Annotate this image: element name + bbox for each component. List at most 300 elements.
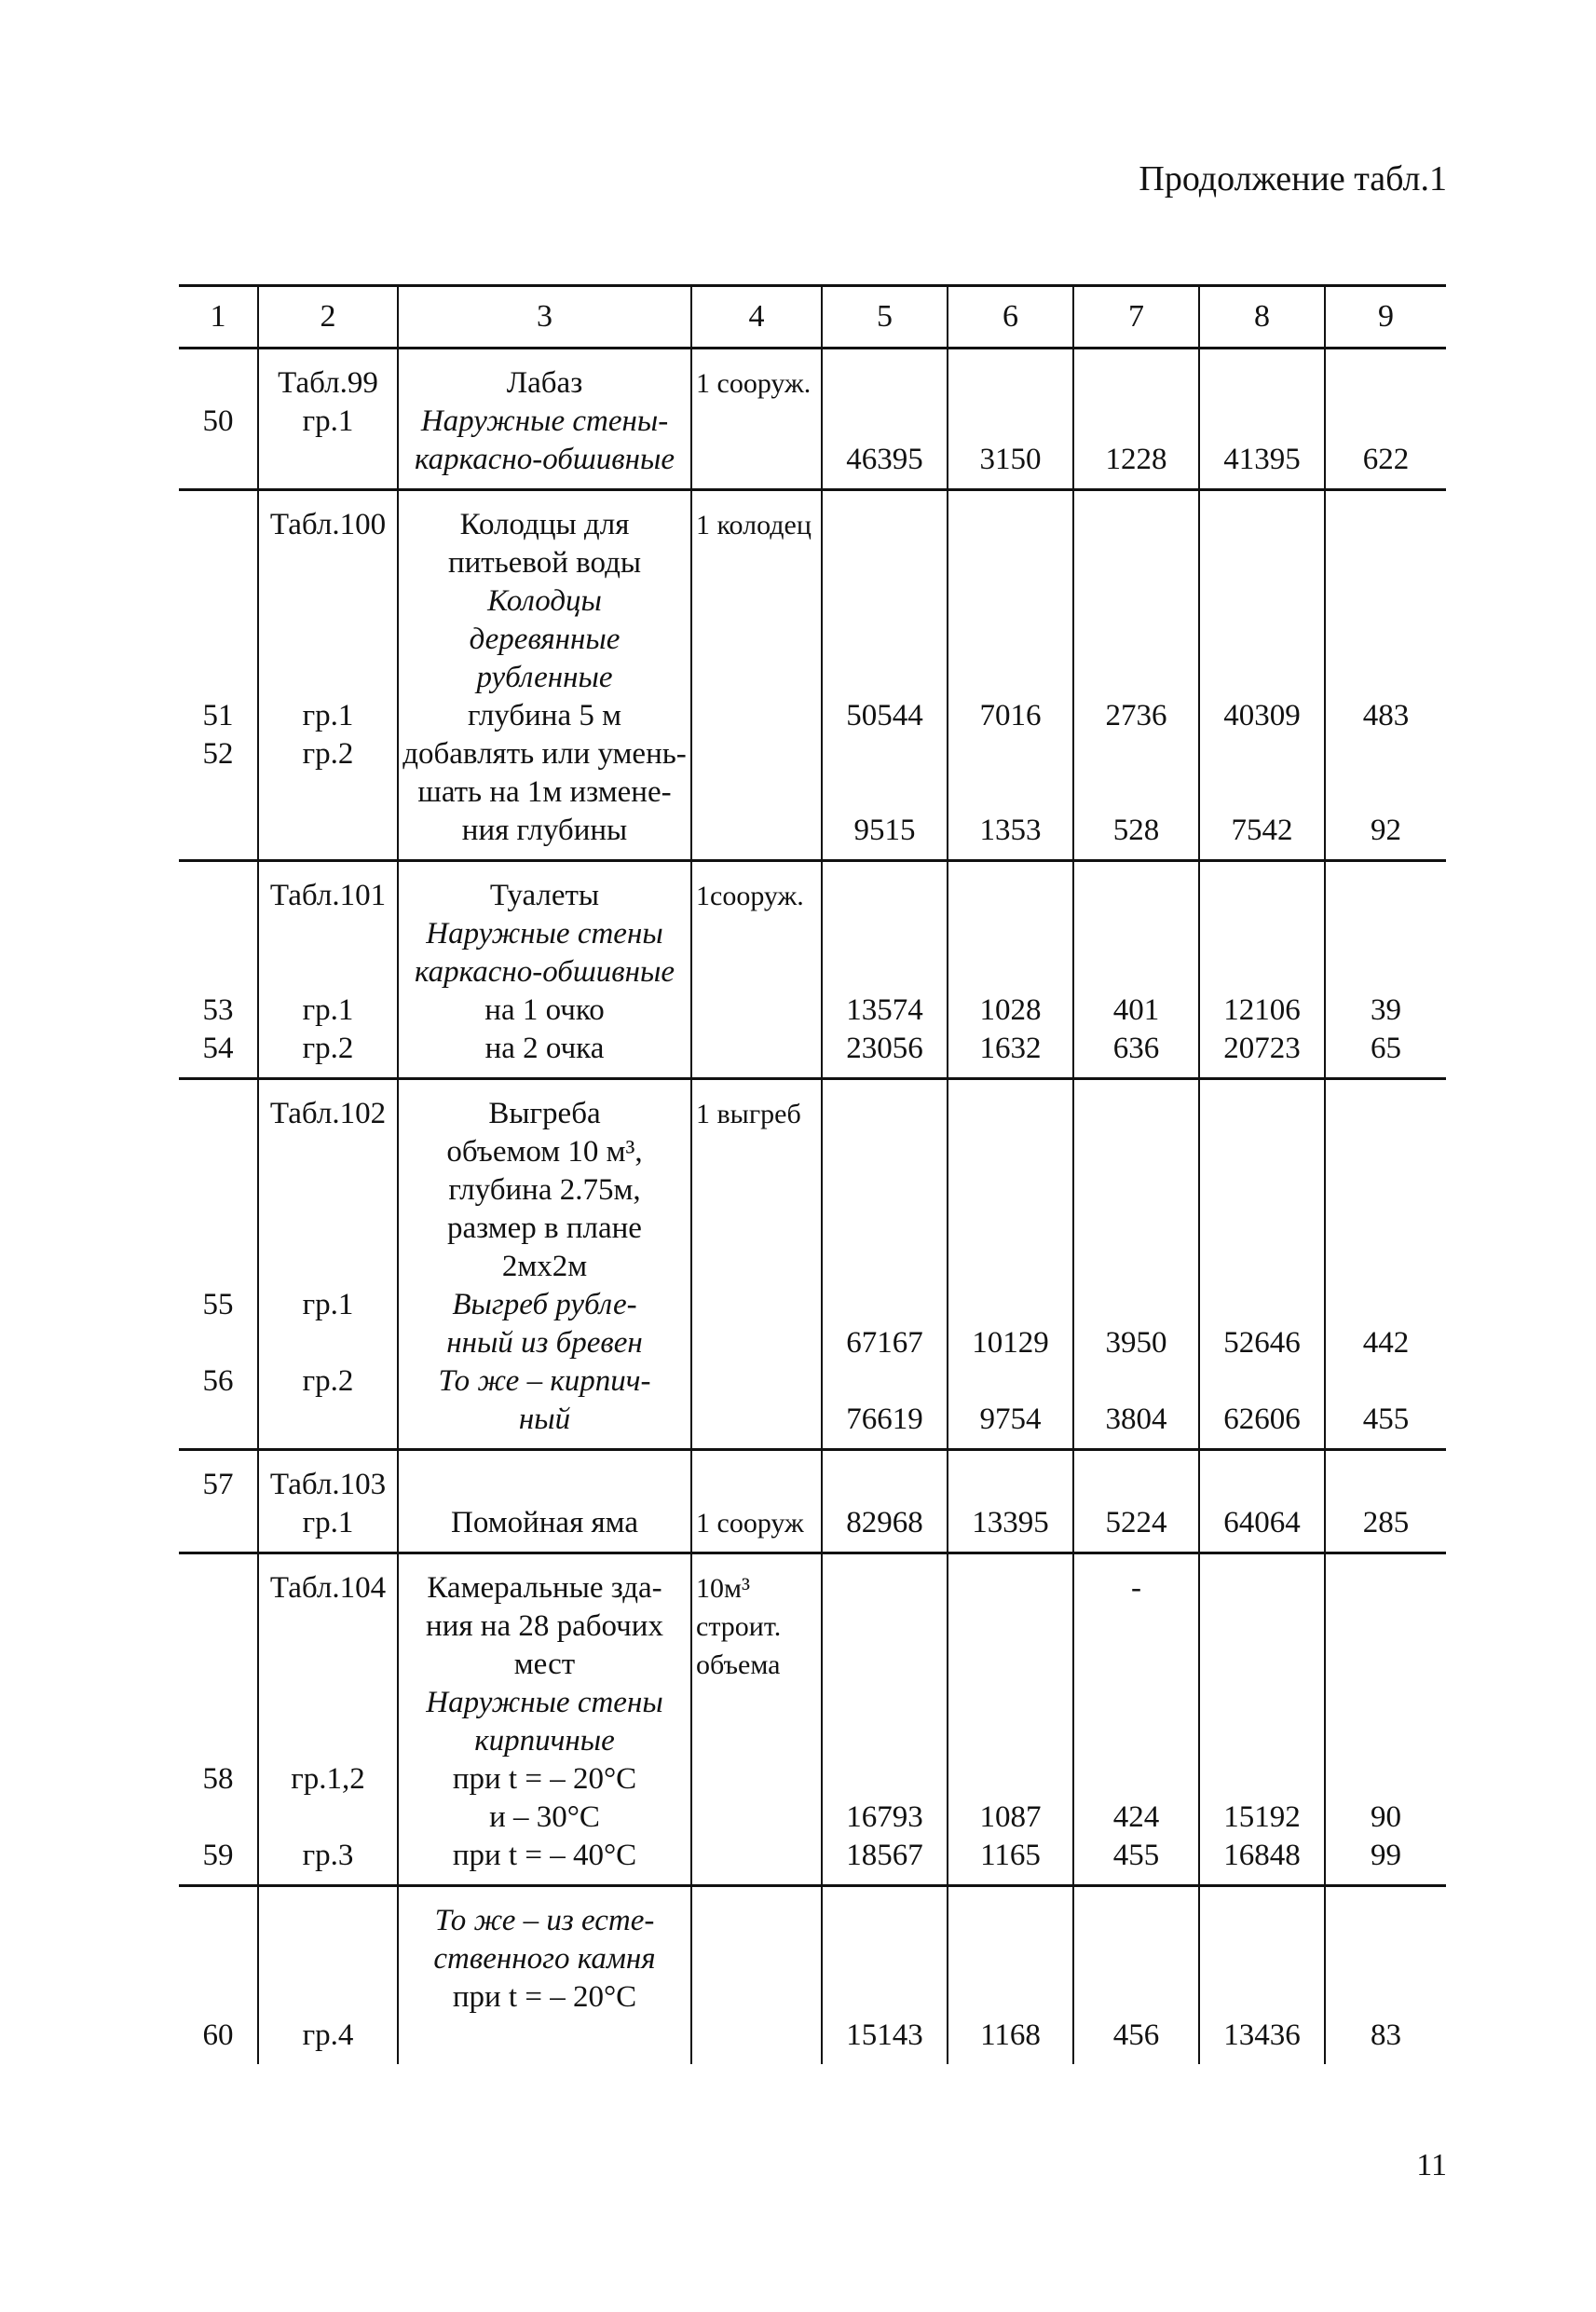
cell-line: и – 30°C bbox=[489, 1800, 600, 1834]
cell-line: 40309 bbox=[1223, 699, 1301, 732]
table-cell-col6 bbox=[948, 861, 1073, 1079]
table-cell-col2 bbox=[258, 490, 398, 861]
cell-line: 64064 bbox=[1223, 1506, 1301, 1539]
cell-line bbox=[826, 1466, 943, 1504]
cell-line bbox=[1078, 659, 1194, 697]
cell-line bbox=[826, 953, 943, 992]
cell-line bbox=[183, 1133, 253, 1171]
cell-line bbox=[826, 735, 943, 773]
cell-line: 13436 bbox=[1223, 2018, 1301, 2052]
cell-line bbox=[1330, 1095, 1442, 1133]
cell-line bbox=[1330, 1684, 1442, 1722]
cell-line bbox=[952, 877, 1069, 915]
cell-line bbox=[1204, 544, 1320, 582]
cell-line: - bbox=[1131, 1571, 1141, 1605]
cell-line: 285 bbox=[1362, 1506, 1410, 1539]
cell-line bbox=[1330, 773, 1442, 812]
cell-line: 82968 bbox=[846, 1506, 923, 1539]
cell-line: объемом 10 м³, bbox=[446, 1135, 643, 1169]
cell-line bbox=[1330, 1248, 1442, 1286]
cell-line bbox=[826, 1902, 943, 1940]
table-cell-col2 bbox=[258, 1886, 398, 2065]
cell-line bbox=[263, 544, 393, 582]
cell-line bbox=[263, 1171, 393, 1210]
cell-line: 60 bbox=[202, 2018, 234, 2052]
cell-line: Колодцы для bbox=[459, 508, 630, 541]
cell-line: глубина 5 м bbox=[467, 699, 622, 732]
cell-line bbox=[952, 1210, 1069, 1248]
cell-line bbox=[263, 621, 393, 659]
column-header-9: 9 bbox=[1325, 286, 1446, 349]
table-cell-col5 bbox=[822, 861, 948, 1079]
cell-line: Выгреба bbox=[488, 1097, 601, 1130]
cell-line bbox=[696, 1286, 817, 1324]
cell-line: 15143 bbox=[846, 2018, 923, 2052]
cell-line bbox=[263, 441, 393, 479]
cell-line bbox=[1330, 1978, 1442, 2017]
cell-line bbox=[952, 544, 1069, 582]
table-cell-col8 bbox=[1199, 1886, 1325, 2065]
cell-line: 1 сооруж. bbox=[696, 368, 812, 399]
table-cell-col3 bbox=[398, 1079, 691, 1450]
cell-line bbox=[952, 1940, 1069, 1978]
cell-line bbox=[696, 1030, 817, 1068]
cell-line bbox=[952, 659, 1069, 697]
cell-line bbox=[183, 1171, 253, 1210]
table-cell-col9 bbox=[1325, 861, 1446, 1079]
cell-line: размер в плане bbox=[447, 1211, 642, 1245]
cell-line: 92 bbox=[1371, 814, 1401, 847]
cell-line: 1 выгреб bbox=[696, 1099, 801, 1129]
cell-line bbox=[696, 441, 817, 479]
cell-line bbox=[1204, 877, 1320, 915]
cell-line: гр.1 bbox=[302, 1506, 354, 1539]
cell-line bbox=[1204, 1133, 1320, 1171]
cell-line bbox=[1078, 364, 1194, 403]
cell-line: 16848 bbox=[1223, 1839, 1301, 1872]
cell-line bbox=[1078, 1940, 1194, 1978]
cell-line bbox=[1330, 1171, 1442, 1210]
cell-line bbox=[1330, 915, 1442, 953]
cell-line bbox=[952, 1286, 1069, 1324]
table-cell-col1 bbox=[179, 349, 258, 490]
cell-line: гр.1 bbox=[302, 404, 354, 438]
table-cell-col4 bbox=[691, 349, 822, 490]
cell-line bbox=[263, 1684, 393, 1722]
cell-line bbox=[183, 506, 253, 544]
cell-line bbox=[1330, 1722, 1442, 1760]
cell-line bbox=[1330, 953, 1442, 992]
cell-line bbox=[183, 1095, 253, 1133]
table-cell-col1 bbox=[179, 1886, 258, 2065]
cell-line bbox=[263, 812, 393, 850]
cell-line bbox=[826, 1978, 943, 2017]
cell-line bbox=[1078, 582, 1194, 621]
cell-line bbox=[1078, 544, 1194, 582]
cell-line bbox=[826, 1940, 943, 1978]
table-cell-col7 bbox=[1073, 1886, 1199, 2065]
cell-line: 58 bbox=[202, 1762, 234, 1796]
cell-line bbox=[263, 1978, 393, 2017]
cell-line bbox=[263, 1799, 393, 1837]
table-cell-col9 bbox=[1325, 349, 1446, 490]
table-cell-col7 bbox=[1073, 861, 1199, 1079]
cell-line: 90 bbox=[1371, 1800, 1401, 1834]
cell-line: 23056 bbox=[846, 1032, 923, 1065]
table-cell-col1 bbox=[179, 1079, 258, 1450]
cell-line: Выгреб рубле- bbox=[452, 1288, 637, 1321]
cell-line bbox=[183, 1401, 253, 1439]
cell-line bbox=[183, 364, 253, 403]
cell-line: 9754 bbox=[979, 1402, 1042, 1436]
cell-line bbox=[263, 1940, 393, 1978]
cell-line bbox=[952, 1569, 1069, 1607]
cell-line: 424 bbox=[1112, 1800, 1160, 1834]
cell-line bbox=[1330, 1362, 1442, 1401]
cell-line bbox=[826, 621, 943, 659]
cell-line: 57 bbox=[202, 1468, 234, 1501]
cell-line bbox=[402, 1466, 687, 1504]
cell-line: 20723 bbox=[1223, 1032, 1301, 1065]
table-cell-col9 bbox=[1325, 1079, 1446, 1450]
cell-line: 13574 bbox=[846, 993, 923, 1027]
cell-line: 442 bbox=[1362, 1326, 1410, 1360]
cell-line: 50 bbox=[202, 404, 234, 438]
cell-line bbox=[1330, 1466, 1442, 1504]
cell-line bbox=[1204, 1607, 1320, 1646]
cell-line: ственного камня bbox=[433, 1942, 656, 1976]
cell-line bbox=[1330, 1210, 1442, 1248]
cell-line bbox=[1204, 1286, 1320, 1324]
cell-line bbox=[696, 1466, 817, 1504]
cell-line: добавлять или умень- bbox=[402, 737, 687, 771]
cell-line bbox=[1204, 506, 1320, 544]
cell-line bbox=[696, 659, 817, 697]
cell-line: при t = – 20°C bbox=[452, 1762, 637, 1796]
cell-line bbox=[826, 915, 943, 953]
table-row bbox=[179, 1553, 1446, 1886]
cell-line bbox=[826, 1171, 943, 1210]
cell-line bbox=[696, 1978, 817, 2017]
cell-line bbox=[1078, 1760, 1194, 1799]
cell-line bbox=[952, 1466, 1069, 1504]
cell-line bbox=[1204, 1978, 1320, 2017]
cell-line bbox=[1204, 1902, 1320, 1940]
cell-line bbox=[696, 621, 817, 659]
data-table bbox=[179, 284, 1446, 2064]
cell-line bbox=[183, 659, 253, 697]
cell-line bbox=[826, 1133, 943, 1171]
table-cell-col3 bbox=[398, 490, 691, 861]
cell-line: 1 сооруж bbox=[696, 1508, 804, 1539]
cell-line: Табл.103 bbox=[269, 1468, 387, 1501]
cell-line: 622 bbox=[1362, 443, 1410, 476]
cell-line bbox=[826, 659, 943, 697]
cell-line bbox=[952, 1133, 1069, 1171]
cell-line bbox=[1330, 659, 1442, 697]
cell-line bbox=[402, 2017, 687, 2055]
cell-line bbox=[1078, 1286, 1194, 1324]
cell-line bbox=[1078, 1646, 1194, 1684]
cell-line bbox=[1330, 506, 1442, 544]
cell-line bbox=[183, 773, 253, 812]
cell-line bbox=[826, 506, 943, 544]
cell-line bbox=[826, 1684, 943, 1722]
table-cell-col6 bbox=[948, 349, 1073, 490]
cell-line: 1632 bbox=[979, 1032, 1042, 1065]
table-cell-col3 bbox=[398, 1886, 691, 2065]
cell-line bbox=[826, 1646, 943, 1684]
cell-line bbox=[1330, 1902, 1442, 1940]
cell-line bbox=[1204, 953, 1320, 992]
cell-line: Наружные стены- bbox=[420, 404, 669, 438]
cell-line bbox=[952, 735, 1069, 773]
cell-line bbox=[1078, 1133, 1194, 1171]
cell-line bbox=[952, 1722, 1069, 1760]
table-cell-col7 bbox=[1073, 1079, 1199, 1450]
cell-line: 3150 bbox=[979, 443, 1042, 476]
cell-line: 528 bbox=[1112, 814, 1160, 847]
cell-line bbox=[696, 915, 817, 953]
cell-line: Табл.104 bbox=[269, 1571, 387, 1605]
cell-line: строит. bbox=[696, 1611, 782, 1642]
cell-line bbox=[263, 1607, 393, 1646]
cell-line bbox=[826, 1095, 943, 1133]
cell-line bbox=[183, 812, 253, 850]
cell-line: 46395 bbox=[846, 443, 923, 476]
cell-line bbox=[183, 1722, 253, 1760]
table-cell-col4 bbox=[691, 1450, 822, 1553]
cell-line bbox=[1330, 877, 1442, 915]
cell-line: 1087 bbox=[979, 1800, 1042, 1834]
table-row-group bbox=[179, 490, 1446, 861]
cell-line bbox=[826, 1607, 943, 1646]
cell-line bbox=[696, 992, 817, 1030]
cell-line bbox=[1330, 364, 1442, 403]
table-row-group bbox=[179, 349, 1446, 490]
table-cell-col2 bbox=[258, 861, 398, 1079]
cell-line: нный из бревен bbox=[446, 1326, 643, 1360]
table-cell-col6 bbox=[948, 1553, 1073, 1886]
cell-line bbox=[826, 1569, 943, 1607]
cell-line: гр.3 bbox=[302, 1839, 354, 1872]
cell-line: Табл.102 bbox=[269, 1097, 387, 1130]
cell-line: на 1 очко bbox=[484, 993, 605, 1027]
cell-line bbox=[183, 582, 253, 621]
cell-line: гр.2 bbox=[302, 737, 354, 771]
cell-line bbox=[263, 1646, 393, 1684]
table-cell-col2 bbox=[258, 1553, 398, 1886]
cell-line bbox=[696, 1401, 817, 1439]
cell-line bbox=[183, 544, 253, 582]
cell-line bbox=[952, 1607, 1069, 1646]
cell-line bbox=[826, 1722, 943, 1760]
cell-line: шать на 1м измене- bbox=[417, 775, 672, 809]
cell-line bbox=[1330, 582, 1442, 621]
cell-line bbox=[696, 1760, 817, 1799]
cell-line: Табл.101 bbox=[269, 879, 387, 912]
cell-line bbox=[263, 1324, 393, 1362]
cell-line: глубина 2.75м, bbox=[448, 1173, 641, 1207]
table-cell-col1 bbox=[179, 861, 258, 1079]
cell-line: ный bbox=[518, 1402, 571, 1436]
cell-line: объема bbox=[696, 1649, 781, 1680]
table-cell-col7 bbox=[1073, 490, 1199, 861]
cell-line bbox=[183, 621, 253, 659]
cell-line bbox=[183, 1684, 253, 1722]
cell-line bbox=[952, 1684, 1069, 1722]
cell-line bbox=[696, 544, 817, 582]
table-row bbox=[179, 1450, 1446, 1553]
cell-line bbox=[952, 1095, 1069, 1133]
cell-line: Табл.100 bbox=[269, 508, 387, 541]
table-cell-col7 bbox=[1073, 349, 1199, 490]
cell-line bbox=[1330, 1607, 1442, 1646]
cell-line: То же – кирпич- bbox=[438, 1364, 651, 1398]
cell-line bbox=[1204, 364, 1320, 403]
cell-line bbox=[183, 953, 253, 992]
cell-line: Лабаз bbox=[506, 366, 583, 400]
table-row bbox=[179, 349, 1446, 490]
cell-line: 455 bbox=[1112, 1839, 1160, 1872]
cell-line bbox=[696, 1722, 817, 1760]
cell-line bbox=[263, 915, 393, 953]
table-cell-col9 bbox=[1325, 490, 1446, 861]
cell-line bbox=[696, 403, 817, 441]
cell-line: 7016 bbox=[979, 699, 1042, 732]
cell-line bbox=[952, 1646, 1069, 1684]
cell-line bbox=[952, 1902, 1069, 1940]
cell-line: 1353 bbox=[979, 814, 1042, 847]
table-cell-col1 bbox=[179, 1450, 258, 1553]
cell-line bbox=[1078, 773, 1194, 812]
cell-line: 54 bbox=[202, 1032, 234, 1065]
cell-line bbox=[1204, 773, 1320, 812]
table-cell-col5 bbox=[822, 1553, 948, 1886]
cell-line bbox=[263, 1210, 393, 1248]
table-cell-col9 bbox=[1325, 1450, 1446, 1553]
cell-line bbox=[1078, 1095, 1194, 1133]
cell-line bbox=[1330, 1760, 1442, 1799]
table-cell-col5 bbox=[822, 1450, 948, 1553]
cell-line bbox=[263, 659, 393, 697]
cell-line: 13395 bbox=[972, 1506, 1049, 1539]
cell-line bbox=[1078, 403, 1194, 441]
table-cell-col6 bbox=[948, 1450, 1073, 1553]
cell-line bbox=[1204, 582, 1320, 621]
cell-line: каркасно-обшивные bbox=[414, 955, 675, 989]
cell-line bbox=[826, 1362, 943, 1401]
cell-line bbox=[1330, 735, 1442, 773]
cell-line: 2736 bbox=[1105, 699, 1167, 732]
cell-line bbox=[1204, 1646, 1320, 1684]
cell-line: 10129 bbox=[972, 1326, 1049, 1360]
cell-line bbox=[952, 915, 1069, 953]
cell-line bbox=[1078, 1210, 1194, 1248]
cell-line bbox=[696, 812, 817, 850]
cell-line: при t = – 20°C bbox=[452, 1980, 637, 2014]
cell-line bbox=[1078, 1902, 1194, 1940]
cell-line: Камеральные зда- bbox=[427, 1571, 662, 1605]
cell-line: гр.1 bbox=[302, 1288, 354, 1321]
cell-line: 1028 bbox=[979, 993, 1042, 1027]
cell-line bbox=[1204, 1210, 1320, 1248]
cell-line bbox=[183, 1799, 253, 1837]
cell-line bbox=[826, 544, 943, 582]
cell-line bbox=[1204, 1760, 1320, 1799]
table-cell-col6 bbox=[948, 1079, 1073, 1450]
table-cell-col4 bbox=[691, 490, 822, 861]
cell-line bbox=[1330, 1646, 1442, 1684]
cell-line bbox=[263, 1133, 393, 1171]
table-row bbox=[179, 1079, 1446, 1450]
table-row-group bbox=[179, 861, 1446, 1079]
cell-line: 1168 bbox=[980, 2018, 1041, 2052]
cell-line: на 2 очка bbox=[484, 1032, 605, 1065]
cell-line bbox=[183, 877, 253, 915]
cell-line bbox=[1204, 1171, 1320, 1210]
table-cell-col5 bbox=[822, 349, 948, 490]
table-cell-col3 bbox=[398, 1450, 691, 1553]
cell-line bbox=[1078, 1978, 1194, 2017]
table-cell-col1 bbox=[179, 1553, 258, 1886]
cell-line: 636 bbox=[1112, 1032, 1160, 1065]
table-cell-col5 bbox=[822, 490, 948, 861]
cell-line: 41395 bbox=[1223, 443, 1301, 476]
cell-line: 10м³ bbox=[696, 1573, 750, 1604]
cell-line: Наружные стены bbox=[426, 917, 663, 951]
column-header-7: 7 bbox=[1073, 286, 1199, 349]
cell-line bbox=[696, 1799, 817, 1837]
cell-line bbox=[826, 364, 943, 403]
cell-line bbox=[1204, 1466, 1320, 1504]
table-cell-col6 bbox=[948, 1886, 1073, 2065]
cell-line bbox=[1204, 659, 1320, 697]
cell-line: 83 bbox=[1371, 2018, 1401, 2052]
cell-line: 15192 bbox=[1223, 1800, 1301, 1834]
cell-line bbox=[1330, 1133, 1442, 1171]
cell-line bbox=[696, 735, 817, 773]
cell-line bbox=[1204, 735, 1320, 773]
cell-line bbox=[1204, 1569, 1320, 1607]
cell-line bbox=[1204, 403, 1320, 441]
cell-line bbox=[952, 1248, 1069, 1286]
cell-line bbox=[696, 2017, 817, 2055]
table-row-group bbox=[179, 1450, 1446, 1553]
cell-line bbox=[1204, 621, 1320, 659]
table-row bbox=[179, 1886, 1446, 2065]
cell-line bbox=[696, 1210, 817, 1248]
cell-line bbox=[952, 582, 1069, 621]
cell-line: 59 bbox=[202, 1839, 234, 1872]
cell-line bbox=[263, 1722, 393, 1760]
cell-line bbox=[696, 1684, 817, 1722]
cell-line bbox=[696, 582, 817, 621]
cell-line bbox=[696, 697, 817, 735]
cell-line: Наружные стены bbox=[426, 1686, 663, 1719]
cell-line bbox=[1078, 1466, 1194, 1504]
cell-line bbox=[183, 1646, 253, 1684]
cell-line bbox=[696, 773, 817, 812]
cell-line: при t = – 40°C bbox=[452, 1839, 637, 1872]
cell-line bbox=[952, 1171, 1069, 1210]
table-cell-col7 bbox=[1073, 1450, 1199, 1553]
cell-line bbox=[1330, 1286, 1442, 1324]
cell-line: То же – из есте- bbox=[434, 1904, 655, 1937]
cell-line: рубленные bbox=[476, 661, 613, 694]
cell-line bbox=[696, 1133, 817, 1171]
cell-line bbox=[183, 1569, 253, 1607]
